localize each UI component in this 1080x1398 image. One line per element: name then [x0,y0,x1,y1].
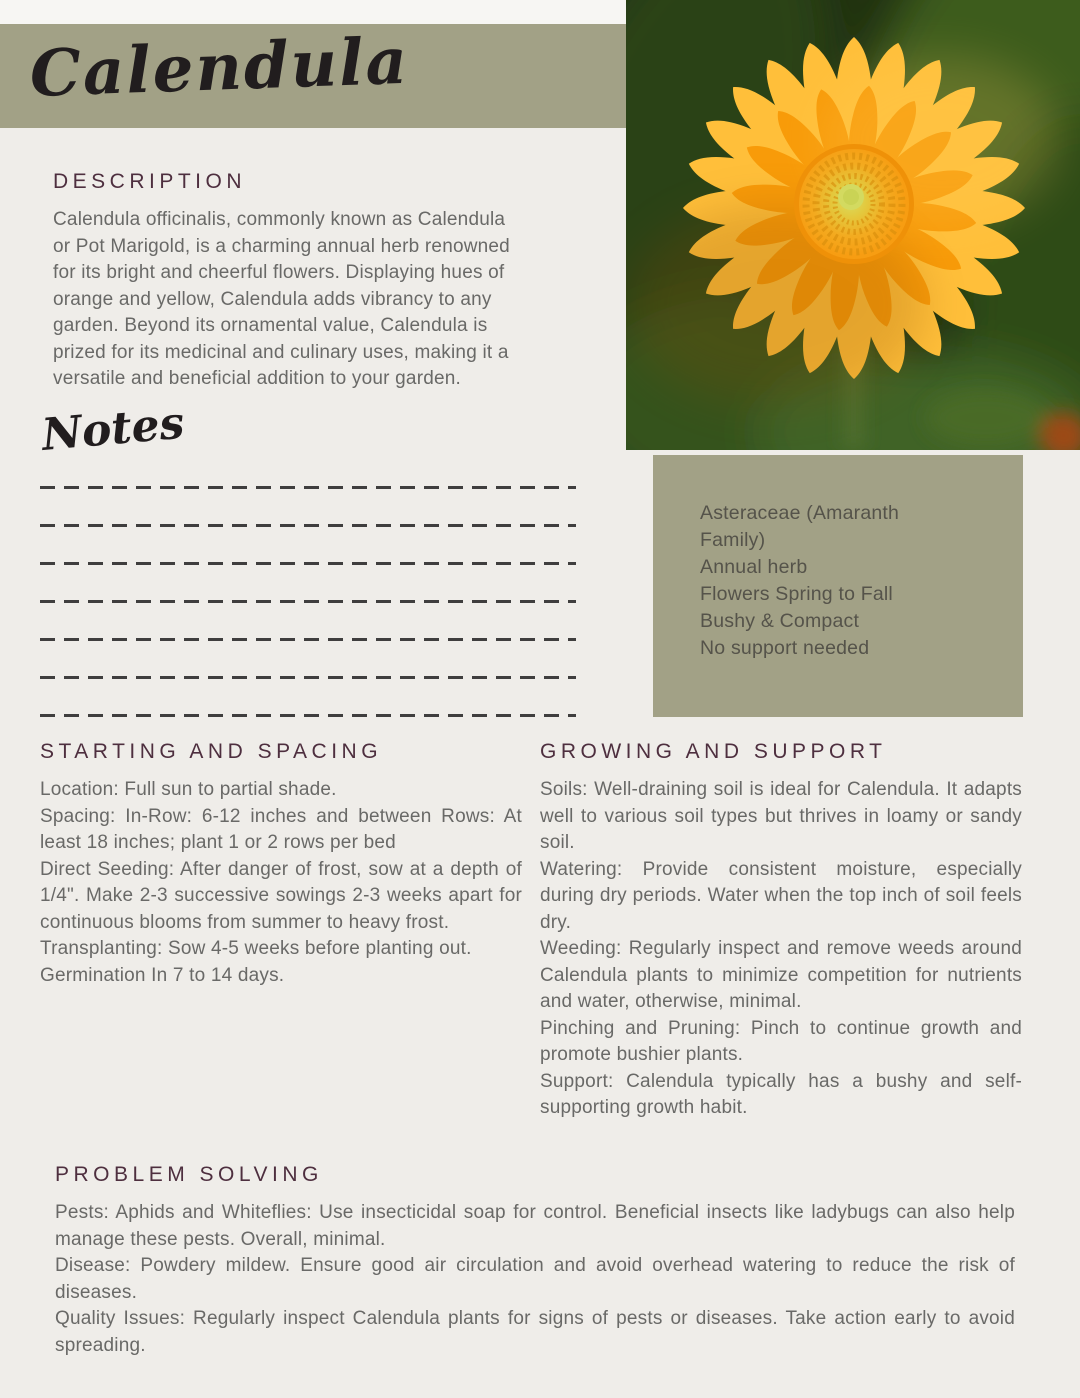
starting-paragraph: Direct Seeding: After danger of frost, sow at a depth of 1/4". Make 2-3 successive sowings 2-3 weeks apart for continuous blooms from summer to heavy frost. [40,858,522,933]
problem-paragraph: Pests: Aphids and Whiteflies: Use insecticidal soap for control. Beneficial insects like ladybugs can also help manage these pests. Overall, minimal. [55,1202,1015,1250]
calendula-flower-illustration [626,0,1080,450]
notes-ruled-line [40,600,576,603]
starting-and-spacing-section [40,740,522,989]
growing-paragraph: Watering: Provide consistent moisture, especially during dry periods. Water when the top inch of soil feels dry. [540,858,1022,933]
growing-and-support-heading: GROWING AND SUPPORT [540,740,887,763]
growing-paragraph: Soils: Well-draining soil is ideal for Calendula. It adapts well to various soil types but thrives in loamy or sandy soil. [540,779,1022,853]
growing-paragraph: Pinching and Pruning: Pinch to continue growth and promote bushier plants. [540,1017,1022,1065]
problem-paragraph: Quality Issues: Regularly inspect Calendula plants for signs of pests or diseases. Take action early to avoid spreading. [55,1308,1015,1356]
quick-fact-line: Bushy & Compact [700,610,860,632]
quick-fact-line: Annual herb [700,556,808,578]
starting-and-spacing-body [40,777,522,989]
notes-label: Notes [39,397,187,461]
starting-paragraph: Transplanting: Sow 4-5 weeks before planting out. [40,938,472,959]
growing-paragraph: Support: Calendula typically has a bushy and self-supporting growth habit. [540,1070,1022,1118]
quick-fact-line: Asteraceae (Amaranth Family) [700,502,900,551]
growing-and-support-section [540,740,1022,1122]
quick-facts-box [653,455,1023,717]
quick-fact-line: No support needed [700,637,870,659]
growing-and-support-body [540,777,1022,1122]
notes-ruled-line [40,486,576,489]
description-section [53,170,523,393]
notes-ruled-line [40,562,576,565]
description-body: Calendula officinalis, commonly known as Calendula or Pot Marigold, is a charming annual herb renowned for its bright and cheerful flowers. Displaying hues of orange and yellow, Calendula adds vibrancy to any garden. Beyond its ornamental value, Calendula is prized for its medicinal and culinary uses, making it a versatile and beneficial addition to your garden. [53,209,510,389]
notes-ruled-line [40,714,576,717]
starting-and-spacing-heading: STARTING AND SPACING [40,740,383,763]
growing-paragraph: Weeding: Regularly inspect and remove weeds around Calendula plants to minimize competition for nutrients and water, otherwise, minimal. [540,938,1022,1012]
flower-photo [626,0,1080,450]
notes-ruled-line [40,638,576,641]
notes-ruled-lines [40,486,576,717]
description-heading: DESCRIPTION [53,170,247,193]
starting-paragraph: Germination In 7 to 14 days. [40,964,285,986]
quick-fact-line: Flowers Spring to Fall [700,583,893,605]
starting-paragraph: Location: Full sun to partial shade. [40,779,337,800]
notes-ruled-line [40,676,576,679]
problem-solving-section [55,1163,1015,1359]
problem-paragraph: Disease: Powdery mildew. Ensure good air circulation and avoid overhead watering to reduce the risk of diseases. [55,1255,1015,1303]
quick-facts-list [700,500,925,662]
problem-solving-heading: PROBLEM SOLVING [55,1163,323,1186]
notes-ruled-line [40,524,576,527]
starting-paragraph: Spacing: In-Row: 6-12 inches and between Rows: At least 18 inches; plant 1 or 2 rows per bed [40,805,522,853]
page-title: Calendula [28,23,411,112]
problem-solving-body [55,1200,1015,1359]
